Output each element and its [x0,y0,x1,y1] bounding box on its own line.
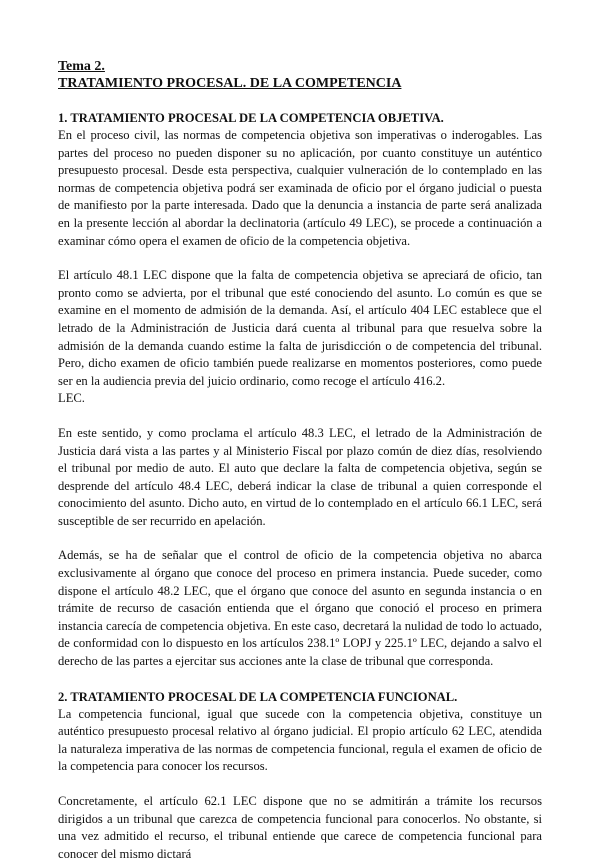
section-competencia-funcional [58,688,542,863]
page-title: TRATAMIENTO PROCESAL. DE LA COMPETENCIA [58,76,402,91]
paragraph: La competencia funcional, igual que sucede con la competencia objetiva, constituye un auténtico presupuesto procesal relativo al órgano judicial. El propio artículo 62 LEC, atendida la naturaleza imperativa de las normas de competencia funcional, regula el examen de oficio de la competencia para conocer los recursos. [58,706,542,774]
paragraph: El artículo 48.1 LEC dispone que la falta de competencia objetiva se apreciará de oficio, tan pronto como se advierta, por el tribunal que esté conociendo del asunto. Lo común es que se examine en el momento de admisión de la demanda. Así, el artículo 404 LEC establece que el letrado de la Administración de Justicia dará cuenta al tribunal para que resuelva sobre la admisión de la demanda cuando estime la falta de jurisdicción o de competencia del tribunal. Pero, dicho examen de oficio también puede realizarse en momentos posteriores, como puede ser en la audiencia previa del juicio ordinario, como recoge el artículo 416.2. [58,268,542,388]
section-heading: 2. TRATAMIENTO PROCESAL DE LA COMPETENCIA FUNCIONAL. [58,689,458,704]
topic-number: Tema 2. [58,59,105,74]
paragraph-continuation: LEC. [58,391,85,406]
paragraph: En el proceso civil, las normas de competencia objetiva son imperativas o inderogables. Las partes del proceso no pueden disponer su no aplicación, por cuanto constituye un auténtico presupuesto procesal. Desde esta perspectiva, cualquier vulneración de lo contemplado en las normas de competencia objetiva podrá ser examinada de oficio por el órgano judicial o puesta de manifiesto por la parte interesada. Dado que la denuncia a instancia de parte será analizada en la presente lección al abordar la declinatoria (artículo 49 LEC), se procede a continuación a examinar cómo opera el examen de oficio de la competencia objetiva. [58,128,542,248]
paragraph: En este sentido, y como proclama el artículo 48.3 LEC, el letrado de la Administración de Justicia dará vista a las partes y al Ministerio Fiscal por plazo común de diez días, resolviendo el tribunal por medio de auto. El auto que declare la falta de competencia objetiva, según se desprende del artículo 48.4 LEC, deberá indicar la clase de tribunal a quien corresponde el conocimiento del asunto. Dicho auto, en virtud de lo contemplado en el artículo 66.1 LEC, será susceptible de ser recurrido en apelación. [58,425,542,528]
document-page [58,58,542,863]
document-title-block [58,58,542,92]
paragraph: Además, se ha de señalar que el control de oficio de la competencia objetiva no abarca exclusivamente al órgano que conoce del proceso en primera instancia. Puede suceder, como dispone el artículo 48.2 LEC, que el órgano que conoce del asunto en segunda instancia o en trámite de recurso de casación entienda que el órgano que conoció el proceso en primera instancia carecía de competencia objetiva. En este caso, decretará la nulidad de todo lo actuado, de conformidad con lo dispuesto en los artículos 238.1º LOPJ y 225.1º LEC, dejando a salvo el derecho de las partes a ejercitar sus acciones ante la clase de tribunal que corresponda. [58,548,542,669]
paragraph: Concretamente, el artículo 62.1 LEC dispone que no se admitirán a trámite los recursos dirigidos a un tribunal que carezca de competencia funcional para conocerlos. No obstante, si una vez admitido el recurso, el tribunal entiende que carece de competencia funcional para conocer del mismo dictará [58,794,542,861]
section-heading: 1. TRATAMIENTO PROCESAL DE LA COMPETENCIA OBJETIVA. [58,111,444,125]
section-competencia-objetiva [58,109,542,671]
